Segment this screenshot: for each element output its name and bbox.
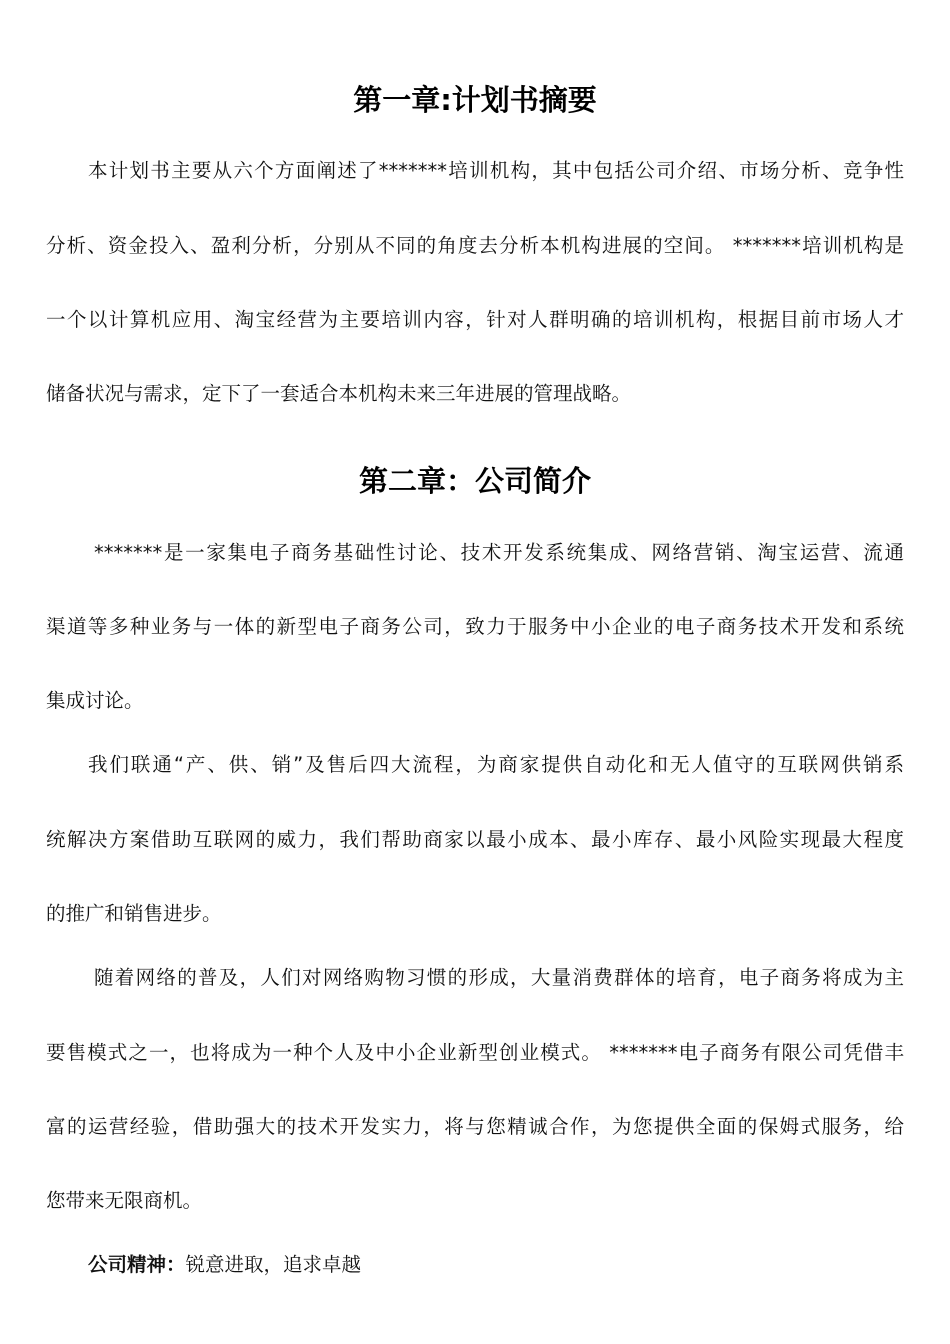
chapter2-para1-line-2: 渠道等多种业务与一体的新型电子商务公司，致力于服务中小企业的电子商务技术开发和系统 bbox=[46, 615, 904, 638]
chapter1-line-3: 一个以计算机应用、淘宝经营为主要培训内容，针对人群明确的培训机构，根据目前市场人才 bbox=[46, 308, 904, 331]
chapter2-para2-line-1: 我们联通“产、供、销”及售后四大流程，为商家提供自动化和无人值守的互联网供销系 bbox=[88, 753, 904, 776]
chapter2-para2-line-3: 的推广和销售进步。 bbox=[46, 902, 222, 925]
chapter1-line-1: 本计划书主要从六个方面阐述了*******培训机构，其中包括公司介绍、市场分析、竞争性 bbox=[88, 159, 904, 182]
chapter2-title: 第二章：公司简介 bbox=[358, 464, 591, 498]
chapter2-para3-line-3: 富的运营经验，借助强大的技术开发实力，将与您精诚合作，为您提供全面的保姆式服务，给 bbox=[46, 1115, 904, 1138]
chapter2-para3-line-2: 要售模式之一，也将成为一种个人及中小企业新型创业模式。 *******电子商务有限公司凭借丰 bbox=[46, 1041, 904, 1064]
chapter2-para1-line-3: 集成讨论。 bbox=[46, 689, 144, 712]
chapter2-para2-line-2: 统解决方案借助互联网的威力，我们帮助商家以最小成本、最小库存、最小风险实现最大程度 bbox=[46, 828, 904, 851]
chapter1-title: 第一章:计划书摘要 bbox=[353, 83, 597, 117]
company-spirit-label: 公司精神： bbox=[88, 1253, 186, 1276]
company-spirit-text: 锐意进取，追求卓越 bbox=[185, 1253, 362, 1276]
chapter2-para3-line-4: 您带来无限商机。 bbox=[46, 1189, 203, 1212]
company-spirit bbox=[88, 1250, 361, 1280]
chapter2-para1-line-1: *******是一家集电子商务基础性讨论、技术开发系统集成、网络营销、淘宝运营、流通 bbox=[94, 541, 904, 564]
chapter1-line-4: 储备状况与需求，定下了一套适合本机构未来三年进展的管理战略。 bbox=[46, 382, 632, 405]
chapter2-para3-line-1: 随着网络的普及，人们对网络购物习惯的形成，大量消费群体的培育，电子商务将成为主 bbox=[94, 966, 904, 989]
chapter1-line-2: 分析、资金投入、盈利分析，分别从不同的角度去分析本机构进展的空间。 *******培训机构是 bbox=[46, 234, 904, 257]
